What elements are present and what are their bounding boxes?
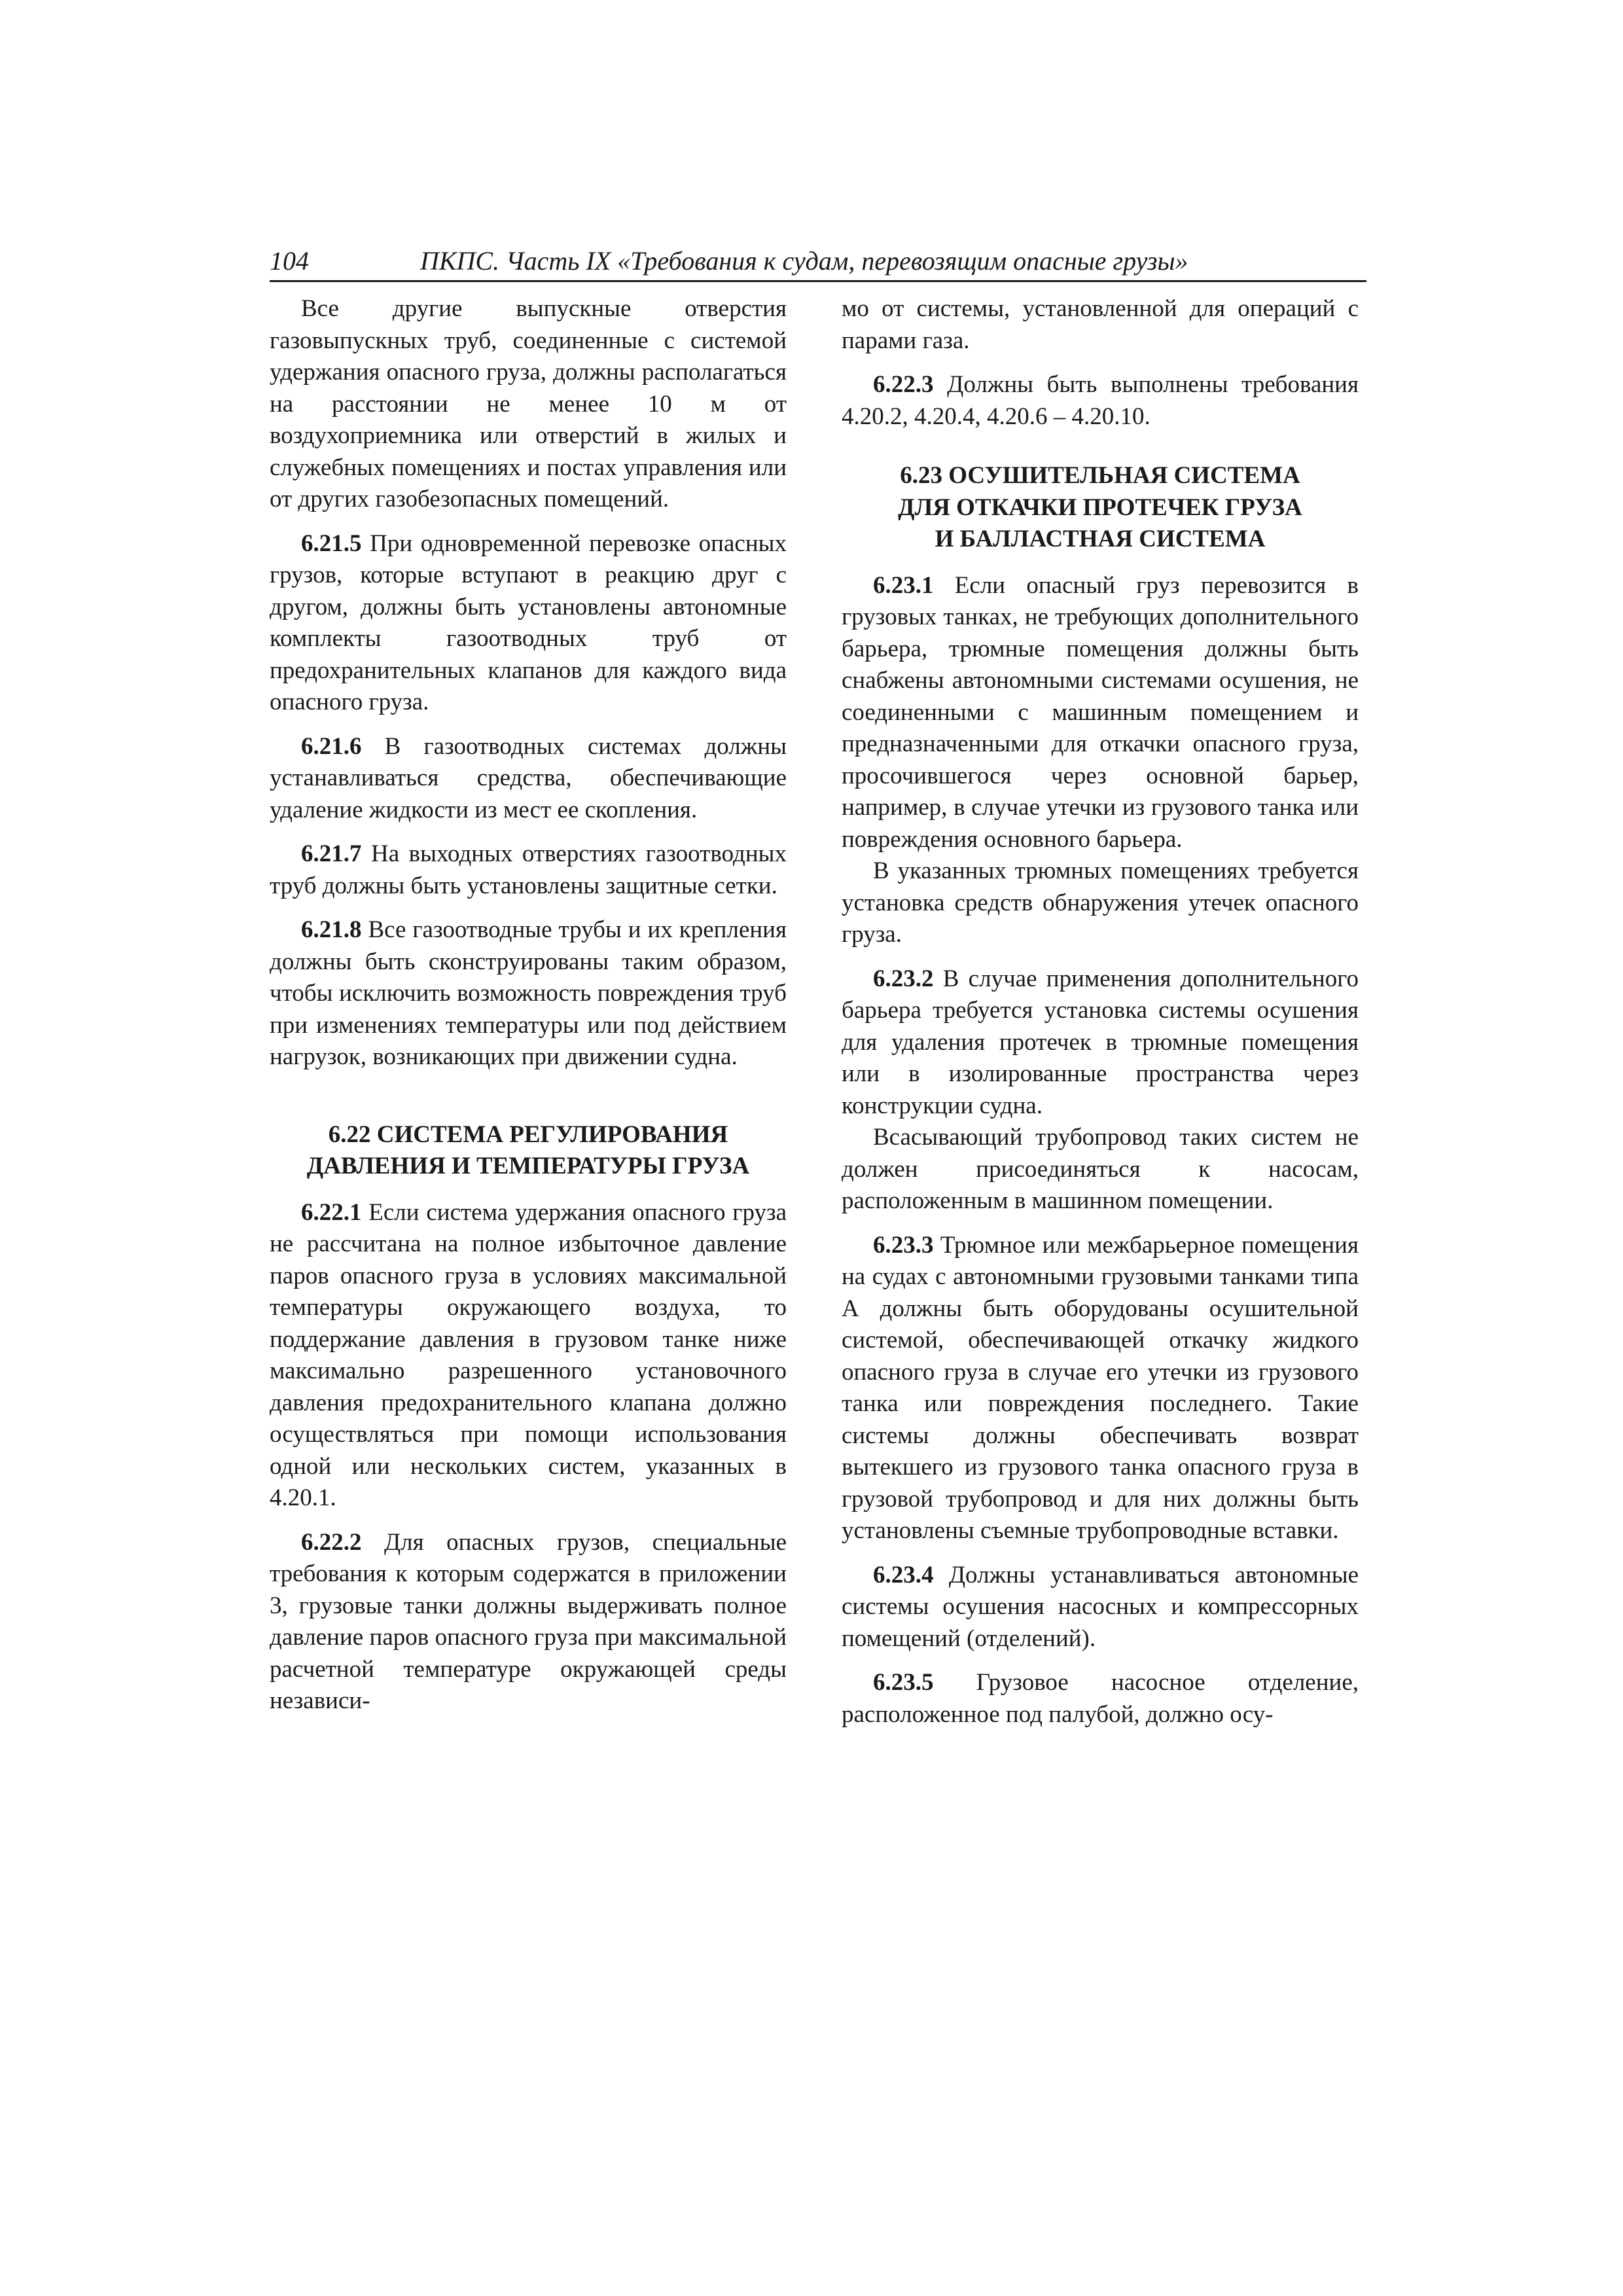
clause-number: 6.23.5: [873, 1669, 934, 1696]
clause-number: 6.21.6: [301, 732, 362, 760]
clause-number: 6.21.8: [301, 916, 362, 943]
clause-text: Трюмное или межбарьерное помещения на судах с автономными грузовыми танками типа А должны быть оборудованы осушительной системой, обеспечивающей откачку жидкого опасного груза в случае его утечки из грузового танка или повреждения последнего. Такие системы должны обеспечивать возврат вытекшего из грузового танка опасного груза в грузовой трубопровод и для них должны быть установлены съемные трубопроводные вставки.: [842, 1231, 1359, 1544]
page-header: [270, 241, 1366, 282]
heading-line: 6.23 ОСУШИТЕЛЬНАЯ СИСТЕМА: [900, 462, 1300, 489]
paragraph-6-23-3: [842, 1230, 1359, 1547]
clause-number: 6.23.1: [873, 571, 934, 599]
clause-text: Для опасных грузов, специальные требования к которым содержатся в приложении 3, грузовые танки должны выдерживать полное давление паров опасного груза при максимальной расчетной температуре окружающей среды независи-: [270, 1528, 787, 1714]
clause-text: Должны устанавливаться автономные системы осушения насосных и компрессорных помещений (отделений).: [842, 1561, 1359, 1652]
clause-text: В случае применения дополнительного барьера требуется установка системы осушения для удаления протечек в трюмные помещения или в изолированные пространства через конструкции судна.: [842, 965, 1359, 1119]
paragraph-6-23-2-continued: Всасывающий трубопровод таких систем не должен присоединяться к насосам, расположенным в машинном помещении.: [842, 1124, 1359, 1214]
clause-text: В газоотводных системах должны устанавливаться средства, обеспечивающие удаление жидкости из мест ее скопления.: [270, 732, 787, 823]
paragraph-6-21-6: [270, 731, 787, 827]
heading-line: ДЛЯ ОТКАЧКИ ПРОТЕЧЕК ГРУЗА: [898, 493, 1302, 521]
paragraph-continuation: мо от системы, установленной для операций с парами газа.: [842, 295, 1359, 354]
paragraph-6-23-5: [842, 1667, 1359, 1731]
clause-number: 6.22.1: [301, 1198, 362, 1226]
section-heading-6-23: [842, 460, 1359, 556]
paragraph-6-23-1: [842, 570, 1359, 856]
clause-text: Должны быть выполнены требования 4.20.2, 4.20.4, 4.20.6 – 4.20.10.: [842, 371, 1359, 430]
clause-number: 6.23.2: [873, 965, 934, 992]
clause-text: На выходных отверстиях газоотводных труб должны быть установлены защитные сетки.: [270, 840, 787, 899]
heading-line: ДАВЛЕНИЯ И ТЕМПЕРАТУРЫ ГРУЗА: [306, 1153, 750, 1179]
clause-number: 6.23.3: [873, 1231, 934, 1259]
clause-text: Если система удержания опасного груза не рассчитана на полное избыточное давление паров опасного груза в условиях максимальной температуры окружающего воздуха, то поддержание давления в грузовом танке ниже максимально разрешенного установочного давления предохранительного клапана должно осуществляться при помощи использования одной или нескольких систем, указанных в 4.20.1.: [270, 1198, 787, 1511]
clause-number: 6.22.2: [301, 1528, 362, 1556]
clause-text: При одновременной перевозке опасных грузов, которые вступают в реакцию друг с другом, должны быть установлены автономные комплекты газоотводных труб от предохранительных клапанов для каждого вида опасного груза.: [270, 529, 787, 715]
paragraph-intro: Все другие выпускные отверстия газовыпускных труб, соединенные с системой удержания опасного груза, должны располагаться на расстоянии не менее 10 м от воздухоприемника или отверстий в жилых и служебных помещениях и постах управления или от других газобезопасных помещений.: [270, 295, 787, 512]
clause-text: Если опасный груз перевозится в грузовых танках, не требующих дополнительного барьера, трюмные помещения должны быть снабжены автономными системами осушения, не соединенными с машинным помещением и предназначенными для откачки опасного груза, просочившегося через основной барьер, например, в случае утечки из грузового танка или повреждения основного барьера.: [842, 571, 1359, 853]
paragraph-6-22-2: [270, 1527, 787, 1717]
right-column: [842, 293, 1359, 1743]
clause-text: Все газоотводные трубы и их крепления должны быть сконструированы таким образом, чтобы исключить возможность повреждения труб при изменениях температуры или под действием нагрузок, возникающих при движении судна.: [270, 916, 787, 1070]
paragraph-6-22-3: [842, 369, 1359, 433]
clause-number: 6.22.3: [873, 371, 934, 398]
paragraph-6-21-5: [270, 528, 787, 719]
paragraph-6-21-8: [270, 914, 787, 1073]
running-title: ПКПС. Часть IX «Требования к судам, перевозящим опасные грузы»: [420, 246, 1188, 276]
clause-number: 6.23.4: [873, 1561, 934, 1588]
heading-line: И БАЛЛАСТНАЯ СИСТЕМА: [935, 526, 1266, 552]
section-heading-6-22: [270, 1119, 787, 1183]
clause-text: Грузовое насосное отделение, расположенное под палубой, должно осу-: [842, 1669, 1359, 1728]
left-column: [270, 293, 787, 1730]
heading-line: 6.22 СИСТЕМА РЕГУЛИРОВАНИЯ: [328, 1121, 728, 1148]
page-number: 104: [270, 246, 309, 276]
paragraph-6-23-4: [842, 1560, 1359, 1655]
paragraph-6-21-7: [270, 838, 787, 902]
clause-number: 6.21.5: [301, 529, 362, 557]
paragraph-6-23-1-continued: В указанных трюмных помещениях требуется установка средств обнаружения утечек опасного груза.: [842, 857, 1359, 948]
clause-number: 6.21.7: [301, 840, 362, 867]
paragraph-6-22-1: [270, 1197, 787, 1515]
paragraph-6-23-2: [842, 963, 1359, 1122]
